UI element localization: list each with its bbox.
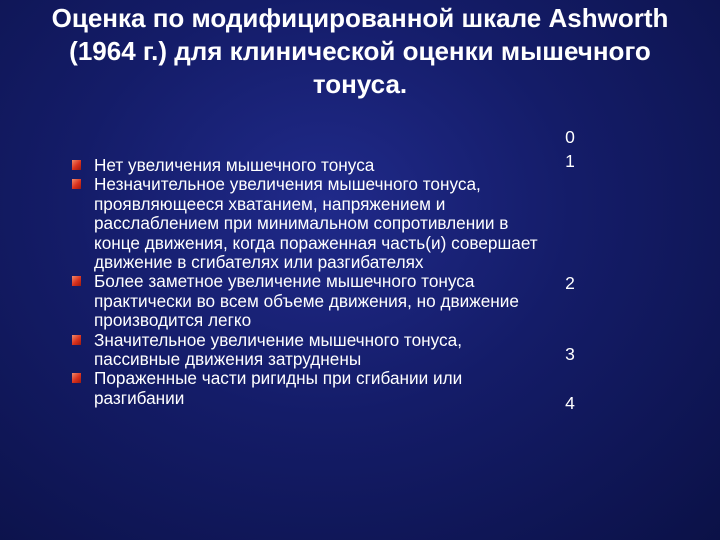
list-item [70,175,540,272]
bullet-icon [72,160,81,170]
slide-title: Оценка по модифицированной шкале Ashworth (1964 г.) для клинической оценки мышечного тонуса. [51,3,669,99]
list-item [70,156,540,175]
score-value: 0 [565,127,575,147]
list-item [70,272,540,330]
item-text: Более заметное увеличение мышечного тонуса практически во всем объеме движения, но движение производится легко [94,271,519,331]
bullet-icon [72,276,81,286]
score-value: 4 [565,393,575,413]
item-text: Значительное увеличение мышечного тонуса, пассивные движения затруднены [94,329,462,370]
list-item [70,369,540,408]
bullet-icon [72,179,81,189]
item-text: Незначительное увеличения мышечного тонуса, проявляющееся хватанием, напряжением и расслаблением при минимальном сопротивлении в конце движения, когда пораженная часть(и) совершает движение в сгибателях или разгибателях [94,174,538,273]
item-text: Нет увеличения мышечного тонуса [94,155,375,175]
score-value: 2 [565,273,575,293]
item-text: Пораженные части ригидны при сгибании или разгибании [94,368,463,408]
scale-list [70,156,540,408]
bullet-icon [72,373,81,383]
score-value: 1 [565,151,575,171]
score-value: 3 [565,344,575,364]
list-item [70,331,540,370]
bullet-icon [72,335,81,345]
